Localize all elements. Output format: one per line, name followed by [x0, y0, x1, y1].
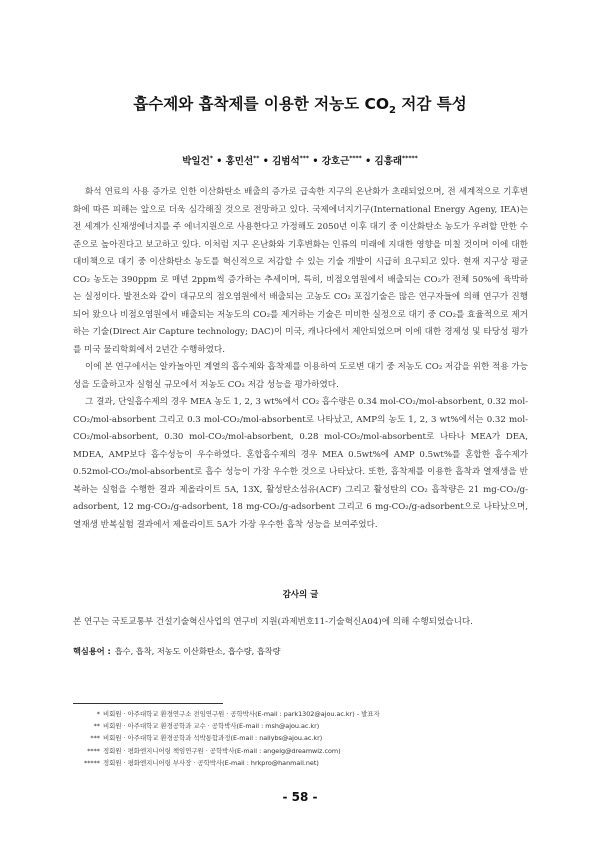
author-4: 강호근****	[321, 154, 362, 167]
body-paragraph-2: 이에 본 연구에서는 알카놀아민 계열의 흡수제와 흡착제를 이용하여 도로변 대기 중 저농도 CO₂ 저감을 위한 적용 가능성을 도출하고자 실험실 규모에서 저농도 CO₂ 저감 성능을 평가하였다.	[73, 362, 528, 390]
footnote-4: **** 정회원 · 평화엔지니어링 책임연구원 · 공학박사(E-mail : angelg@dreamwiz.com)	[87, 746, 341, 755]
body-paragraph-1: 화석 연료의 사용 증가로 인한 이산화탄소 배출의 증가로 급속한 지구의 온난화가 초래되었으며, 전 세계적으로 기후변화에 따른 피해는 앞으로 더욱 심각해질 것으로 전망하고 있다. 국제에너지기구(International Energy Ageny, IEA)는 전 세계가 신재생에너지를 주 에너지원으로 사용한다고 가정해도 2050년 이후 대기 중 이산화탄소 농도가 우려할 만한 수준으로 높아진다고 보고하고 있다. 이처럼 지구 온난화와 기후변화는 인류의 미래에 지대한 영향을 미칠 것이며 이에 대한 대비책으로 대기 중 이산화탄소 농도를 혁신적으로 저감할 수 있는 기술 개발이 시급히 요구되고 있다. 현재 지구상 평균 CO₂ 농도는 390ppm 로 매년 2ppm씩 증가하는 추세이며, 특히, 비점오염원에서 배출되는 CO₂가 전체 50%에 육박하는 실정이다. 발전소와 같이 대규모의 점오염원에서 배출되는 고농도 CO₂ 포집기술은 많은 연구자들에 의해 연구가 진행되어 왔으나 비점오염원에서 배출되는 저농도의 CO₂를 제거하는 기술은 미비한 실정으로 대기 중 CO₂를 효율적으로 제거하는 기술(Direct Air Capture technology; DAC)이 미국, 캐나다에서 제안되었으며 이에 대한 경제성 및 타당성 평가를 미국 물리학회에서 2년간 수행하였다.	[73, 187, 528, 355]
author-separator: •	[361, 156, 375, 167]
footnote-3: *** 비회원 · 아주대학교 환경공학과 석박통합과정(E-mail : nallybs@ajou.ac.kr)	[90, 734, 323, 743]
acknowledgement-text: 본 연구는 국토교통부 건설기술혁신사업의 연구비 지원(과제번호11-기술혁신A04)에 의해 수행되었습니다.	[73, 617, 473, 627]
author-separator: •	[309, 156, 322, 167]
author-5: 김흥래*****	[374, 154, 418, 167]
author-2: 홍민선**	[225, 154, 260, 167]
keywords	[73, 646, 528, 657]
paper-title	[60, 92, 540, 116]
keywords-text: 흡수, 흡착, 저농도 이산화탄소, 흡수량, 흡착량	[114, 646, 281, 656]
keywords-label: 핵심용어 :	[73, 646, 111, 656]
footnote-5: ***** 정회원 · 평화엔지니어링 부사장 · 공학박사(E-mail : hrkpro@hanmail.net)	[84, 758, 319, 767]
footnote-2: ** 비회원 · 아주대학교 환경공학과 교수 · 공학박사(E-mail : msh@ajou.ac.kr)	[93, 722, 320, 731]
abstract-body	[73, 184, 528, 534]
author-separator: •	[259, 156, 273, 167]
author-list	[80, 153, 520, 167]
author-3: 김범석***	[272, 154, 310, 167]
footnote-divider	[73, 703, 223, 704]
body-paragraph-3: 그 결과, 단일흡수제의 경우 MEA 농도 1, 2, 3 wt%에서 CO₂ 흡수량은 0.34 mol-CO₂/mol-absorbent, 0.32 mol-CO₂/mol-absorbent 그리고 0.3 mol-CO₂/mol-absorbent로 나타났고, AMP의 농도 1, 2, 3 wt%에서는 0.32 mol-CO₂/mol-absorbent, 0.30 mol-CO₂/mol-absorbent, 0.28 mol-CO₂/mol-absorbent로 나타나 MEA가 DEA, MDEA, AMP보다 흡수성능이 우수하였다. 혼합흡수제의 경우 MEA 0.5wt%에 AMP 0.5wt%를 혼합한 흡수제가 0.52mol-CO₂/mol-absorbent로 흡수 성능이 가장 우수한 것으로 나타났다. 또한, 흡착제를 이용한 흡착과 열재생을 반복하는 실험을 수행한 결과 제올라이트 5A, 13X, 활성탄소섬유(ACF) 그리고 활성탄의 CO₂ 흡착량은 21 mg-CO₂/g-adsorbent, 12 mg-CO₂/g-adsorbent, 18 mg-CO₂/g-adsorbent 그리고 6 mg-CO₂/g-adsorbent으로 나타났으며, 열재생 반복실험 결과에서 제올라이트 5A가 가장 우수한 흡착 성능을 보여주었다.	[73, 397, 528, 530]
author-separator: •	[212, 156, 226, 167]
footnote-1: * 비회원 · 아주대학교 환경연구소 전임연구원 · 공학박사(E-mail : park1302@ajou.ac.kr) - 발표자	[96, 710, 380, 718]
title-subscript: 2	[389, 105, 397, 117]
title-main: 흡수제와 흡착제를 이용한 저농도 CO	[133, 95, 390, 113]
title-suffix: 저감 특성	[396, 95, 467, 113]
footnotes	[60, 708, 530, 769]
author-1: 박일건*	[182, 154, 213, 167]
acknowledgement-heading: 감사의 글	[282, 590, 319, 600]
page-number: - 58 -	[282, 790, 318, 804]
